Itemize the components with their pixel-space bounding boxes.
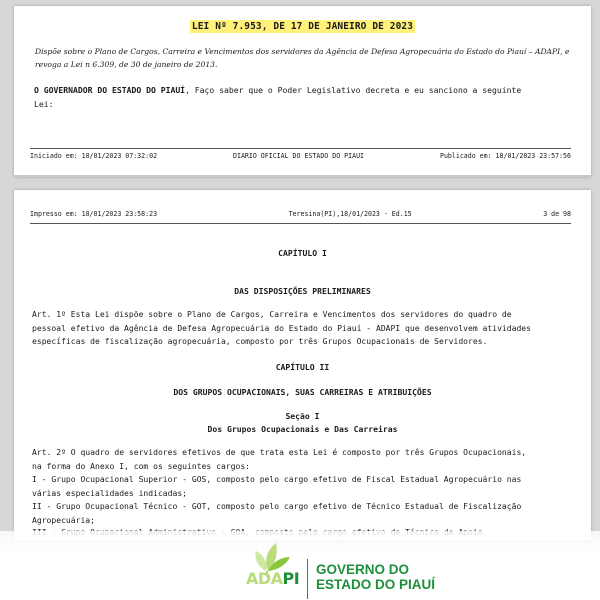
chapter-heading: CAPÍTULO I xyxy=(278,248,327,258)
logo-ada: ADA xyxy=(246,569,283,588)
section-heading: Seção I xyxy=(285,411,320,421)
page-header xyxy=(30,210,571,218)
article-line: II - Grupo Ocupacional Técnico - GOT, composto pelo cargo efetivo de Técnico Estadual de Fiscalização xyxy=(32,502,522,511)
article-line: Art. 2º O quadro de servidores efetivos de que trata esta Lei é composto por três Grupos Ocupacionais, xyxy=(32,448,527,457)
started-at: Iniciado em: 18/01/2023 07:32:02 xyxy=(30,152,158,160)
law-title-highlight: LEI Nº 7.953, DE 17 DE JANEIRO DE 2023 xyxy=(191,21,414,32)
enactment-text: , Faço saber que o Poder Legislativo decreta e eu sanciono a seguinte xyxy=(185,85,522,95)
logo-pi: PI xyxy=(282,569,300,588)
footer-banner xyxy=(0,531,600,600)
gov-line-1: GOVERNO DO xyxy=(316,562,410,577)
law-title xyxy=(14,21,591,32)
page-number: 3 de 98 xyxy=(543,210,571,218)
article-line: específicas de fiscalização agropecuária, composto por três Grupos Ocupacionais de Servidores. xyxy=(32,337,488,346)
logo-divider xyxy=(307,559,308,599)
published-at: Publicado em: 18/01/2023 23:57:56 xyxy=(439,152,571,160)
article-line: Art. 1º Esta Lei dispõe sobre o Plano de Cargos, Carreira e Vencimentos dos servidores do quadro de xyxy=(32,310,512,319)
ementa xyxy=(35,46,570,71)
article-1 xyxy=(32,308,572,349)
article-line: I - Grupo Ocupacional Superior - GOS, composto pelo cargo efetivo de Fiscal Estadual Agropecuário nas xyxy=(32,475,522,484)
government-logo-text xyxy=(316,562,435,592)
article-line: pessoal efetivo da Agência de Defesa Agropecuária do Estado do Piauí - ADAPI que desenvolvem atividades xyxy=(32,323,531,333)
chapter-title: DOS GRUPOS OCUPACIONAIS, SUAS CARREIRAS E ATRIBUIÇÕES xyxy=(173,387,432,397)
section-title: Dos Grupos Ocupacionais e Das Carreiras xyxy=(207,424,398,434)
ementa-line: Dispõe sobre o Plano de Cargos, Carreira e Vencimentos dos servidores da Agência de Defesa Agropecuária do Estado do Piauí – ADAPI, e xyxy=(35,47,570,56)
article-2 xyxy=(32,446,572,527)
page-footer xyxy=(30,152,571,160)
adapi-logo xyxy=(246,569,299,588)
enactment-line xyxy=(34,84,570,98)
ementa-line: revoga a Lei n 6.309, de 30 de janeiro de 2013. xyxy=(35,59,218,69)
journal-name: DIARIO OFICIAL DO ESTADO DO PIAUI xyxy=(233,152,365,160)
chapter-heading: CAPÍTULO II xyxy=(275,362,330,372)
article-line: na forma do Anexo I, com os seguintes cargos: xyxy=(32,461,251,471)
article-line: várias especialidades indicadas; xyxy=(32,488,188,498)
document-page-1 xyxy=(14,6,591,177)
article-line: Agropecuária; xyxy=(32,515,95,525)
chapter-title: DAS DISPOSIÇÕES PRELIMINARES xyxy=(234,286,371,296)
document-page-2 xyxy=(14,190,591,540)
footer-divider xyxy=(30,148,571,149)
governor-label: O GOVERNADOR DO ESTADO DO PIAUÍ xyxy=(34,85,186,95)
gov-line-2: ESTADO DO PIAUÍ xyxy=(316,577,436,592)
header-divider xyxy=(30,223,571,224)
enactment-line: Lei: xyxy=(34,98,54,109)
edition-info: Teresina(PI),18/01/2023 - Ed.15 xyxy=(288,210,412,218)
printed-at: Impresso em: 18/01/2023 23:58:23 xyxy=(30,210,158,218)
enactment-clause xyxy=(34,84,570,111)
